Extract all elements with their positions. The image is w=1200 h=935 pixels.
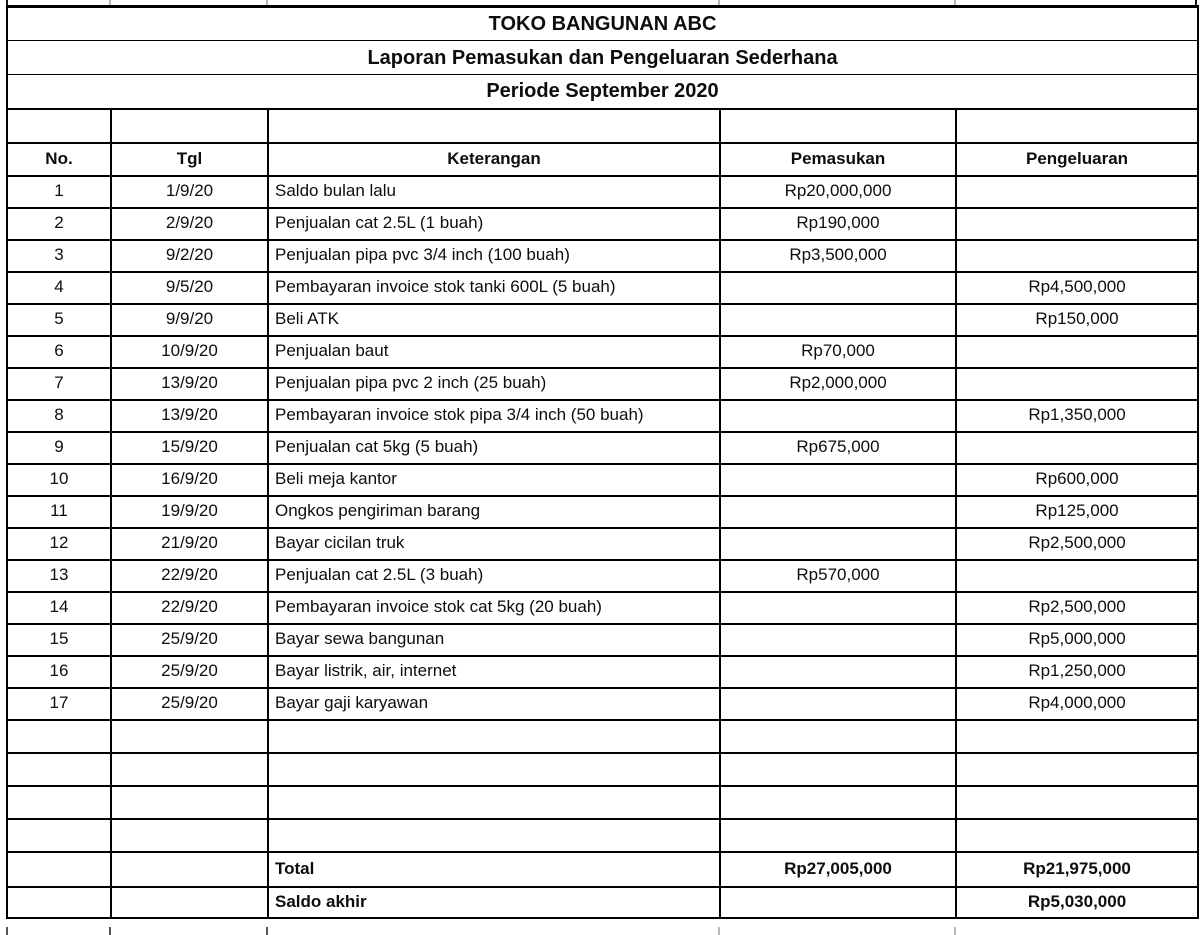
empty-cell [720,753,956,786]
cell-pengeluaran: Rp2,500,000 [956,528,1198,560]
table-row [7,688,1198,720]
table-row [7,496,1198,528]
table-row [7,432,1198,464]
table-row [7,624,1198,656]
cell-pemasukan: Rp70,000 [720,336,956,368]
cell-pengeluaran [956,560,1198,592]
subtitle-row [7,41,1198,75]
cutoff-row-bottom [0,927,1200,935]
cell-pemasukan [720,656,956,688]
cell-pengeluaran: Rp4,000,000 [956,688,1198,720]
cell-pengeluaran: Rp125,000 [956,496,1198,528]
empty-cell [7,720,111,753]
empty-cell [111,819,268,852]
total-label: Total [268,852,720,887]
header-row [7,143,1198,176]
cell-tgl: 15/9/20 [111,432,268,464]
empty-cell [268,819,720,852]
cell-keterangan: Pembayaran invoice stok pipa 3/4 inch (50 buah) [268,400,720,432]
empty-cell [956,786,1198,819]
cell-pemasukan: Rp20,000,000 [720,176,956,208]
saldo-akhir-pemasukan [720,887,956,918]
cell-tgl: 25/9/20 [111,624,268,656]
cell-pengeluaran [956,176,1198,208]
gridline [266,927,268,935]
cell-pengeluaran: Rp1,250,000 [956,656,1198,688]
cell-no: 3 [7,240,111,272]
cell-pemasukan: Rp2,000,000 [720,368,956,400]
cell-pengeluaran [956,208,1198,240]
cell-pemasukan [720,496,956,528]
empty-row [7,786,1198,819]
data-rows [7,176,1198,852]
cell-no: 17 [7,688,111,720]
table-row [7,272,1198,304]
cell-pemasukan [720,624,956,656]
table-row [7,176,1198,208]
empty-cell [7,109,111,143]
report-title: TOKO BANGUNAN ABC [7,7,1198,41]
cell-pengeluaran [956,240,1198,272]
cell-pemasukan [720,400,956,432]
cell-pemasukan [720,688,956,720]
table-row [7,336,1198,368]
column-header-keterangan: Keterangan [268,143,720,176]
cell-no: 4 [7,272,111,304]
period-row [7,75,1198,109]
empty-cell [268,753,720,786]
table-row [7,368,1198,400]
cell-tgl: 9/5/20 [111,272,268,304]
cell-pemasukan [720,304,956,336]
cell-no: 14 [7,592,111,624]
report-subtitle: Laporan Pemasukan dan Pengeluaran Sederhana [7,41,1198,75]
cell-no: 2 [7,208,111,240]
cell-pengeluaran: Rp2,500,000 [956,592,1198,624]
cell-tgl: 9/2/20 [111,240,268,272]
cell-tgl: 13/9/20 [111,368,268,400]
cell-tgl: 1/9/20 [111,176,268,208]
cell-pengeluaran: Rp600,000 [956,464,1198,496]
title-row [7,7,1198,41]
empty-row [7,720,1198,753]
cell-pemasukan [720,528,956,560]
column-header-pemasukan: Pemasukan [720,143,956,176]
cell-tgl: 21/9/20 [111,528,268,560]
cell-no: 5 [7,304,111,336]
cell-no: 1 [7,176,111,208]
cell-no: 10 [7,464,111,496]
empty-cell [268,786,720,819]
cell-pemasukan [720,464,956,496]
empty-cell [111,109,268,143]
cell-keterangan: Beli ATK [268,304,720,336]
cell-pengeluaran: Rp150,000 [956,304,1198,336]
spacer-row [7,109,1198,143]
cell-keterangan: Penjualan baut [268,336,720,368]
cell-keterangan: Bayar cicilan truk [268,528,720,560]
cell-keterangan: Penjualan pipa pvc 3/4 inch (100 buah) [268,240,720,272]
cell-no: 7 [7,368,111,400]
empty-cell [956,109,1198,143]
cell-keterangan: Bayar listrik, air, internet [268,656,720,688]
cell-pemasukan: Rp675,000 [720,432,956,464]
cell-keterangan: Saldo bulan lalu [268,176,720,208]
empty-cell [720,109,956,143]
cell-pengeluaran: Rp4,500,000 [956,272,1198,304]
column-header-pengeluaran: Pengeluaran [956,143,1198,176]
total-row [7,852,1198,887]
empty-cell [7,786,111,819]
gridline [109,927,111,935]
empty-cell [111,720,268,753]
empty-cell [720,819,956,852]
empty-cell [7,819,111,852]
empty-cell [111,786,268,819]
cell-no: 15 [7,624,111,656]
cell-tgl: 25/9/20 [111,688,268,720]
cell-pengeluaran [956,368,1198,400]
empty-cell [956,819,1198,852]
cell-pengeluaran: Rp1,350,000 [956,400,1198,432]
cell-pengeluaran [956,432,1198,464]
cell-no: 16 [7,656,111,688]
empty-cell [7,753,111,786]
cell-tgl: 22/9/20 [111,592,268,624]
cell-pemasukan: Rp190,000 [720,208,956,240]
saldo-akhir-pengeluaran: Rp5,030,000 [956,887,1198,918]
cell-no: 8 [7,400,111,432]
empty-cell [956,753,1198,786]
table-row [7,560,1198,592]
cell-tgl: 10/9/20 [111,336,268,368]
empty-cell [111,887,268,918]
cell-no: 6 [7,336,111,368]
cell-keterangan: Pembayaran invoice stok cat 5kg (20 buah) [268,592,720,624]
empty-cell [268,720,720,753]
cell-tgl: 22/9/20 [111,560,268,592]
gridline [718,927,720,935]
cell-keterangan: Beli meja kantor [268,464,720,496]
cell-keterangan: Penjualan cat 2.5L (1 buah) [268,208,720,240]
cell-tgl: 9/9/20 [111,304,268,336]
table-row [7,656,1198,688]
cell-tgl: 2/9/20 [111,208,268,240]
cell-tgl: 16/9/20 [111,464,268,496]
column-header-no: No. [7,143,111,176]
cell-no: 9 [7,432,111,464]
total-pemasukan: Rp27,005,000 [720,852,956,887]
gridline [6,927,8,935]
cell-pengeluaran [956,336,1198,368]
empty-cell [111,753,268,786]
gridline [954,927,956,935]
empty-cell [7,852,111,887]
cell-pemasukan [720,592,956,624]
empty-cell [720,720,956,753]
cell-keterangan: Bayar gaji karyawan [268,688,720,720]
cell-no: 13 [7,560,111,592]
empty-cell [268,109,720,143]
table-row [7,528,1198,560]
empty-cell [7,887,111,918]
total-pengeluaran: Rp21,975,000 [956,852,1198,887]
empty-cell [111,852,268,887]
cell-keterangan: Pembayaran invoice stok tanki 600L (5 buah) [268,272,720,304]
empty-row [7,819,1198,852]
report-period: Periode September 2020 [7,75,1198,109]
table-row [7,592,1198,624]
cell-no: 12 [7,528,111,560]
saldo-akhir-row [7,887,1198,918]
income-expense-table [6,5,1199,919]
cell-pemasukan: Rp570,000 [720,560,956,592]
table-row [7,304,1198,336]
cell-no: 11 [7,496,111,528]
cell-tgl: 13/9/20 [111,400,268,432]
table-row [7,400,1198,432]
cell-keterangan: Penjualan cat 5kg (5 buah) [268,432,720,464]
cell-keterangan: Penjualan cat 2.5L (3 buah) [268,560,720,592]
cell-pemasukan [720,272,956,304]
empty-cell [720,786,956,819]
column-header-tgl: Tgl [111,143,268,176]
empty-row [7,753,1198,786]
cell-pemasukan: Rp3,500,000 [720,240,956,272]
cell-keterangan: Penjualan pipa pvc 2 inch (25 buah) [268,368,720,400]
cell-keterangan: Bayar sewa bangunan [268,624,720,656]
table-row [7,464,1198,496]
cell-tgl: 19/9/20 [111,496,268,528]
cell-pengeluaran: Rp5,000,000 [956,624,1198,656]
cell-keterangan: Ongkos pengiriman barang [268,496,720,528]
table-row [7,208,1198,240]
saldo-akhir-label: Saldo akhir [268,887,720,918]
empty-cell [956,720,1198,753]
cell-tgl: 25/9/20 [111,656,268,688]
table-row [7,240,1198,272]
